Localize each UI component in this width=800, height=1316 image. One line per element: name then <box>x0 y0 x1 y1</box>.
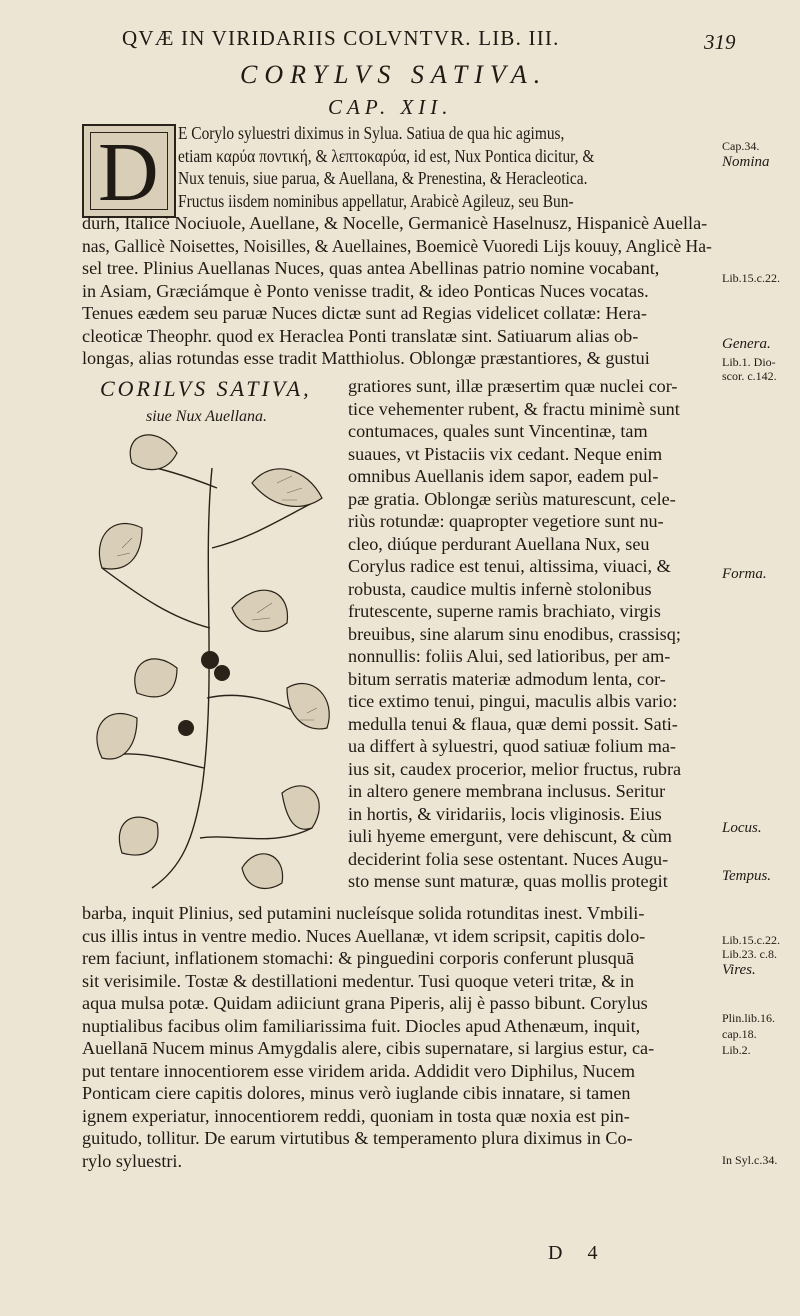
text-line: rylo syluestri. <box>82 1150 183 1171</box>
margin-note-lib1-dio: Lib.1. Dio- <box>722 355 776 369</box>
figure-subcaption: siue Nux Auellana. <box>146 408 268 425</box>
text-line: gratiores sunt, illæ præsertim quæ nuclei cor- <box>348 376 678 396</box>
text-line: longas, alias rotundas esse tradit Matthiolus. Oblongæ præstantiores, & gustui <box>82 348 650 368</box>
margin-note-lib2: Lib.2. <box>722 1043 751 1057</box>
margin-note-lib23-c8: Lib.23. c.8. <box>722 947 777 961</box>
text-line: omnibus Auellanis idem sapor, eadem pul- <box>348 466 659 486</box>
running-title: QVÆ IN VIRIDARIIS COLVNTVR. LIB. III. <box>122 26 560 50</box>
text-line: tice vehementer rubent, & fractu minimè sunt <box>348 398 680 419</box>
text-line: pæ gratia. Oblongæ seriùs maturescunt, cele- <box>348 488 676 509</box>
text-line: nonnullis: foliis Alui, sed latioribus, per am- <box>348 646 671 666</box>
text-line: in altero genere membrana inclusus. Seritur <box>348 781 666 801</box>
margin-note-genera: Genera. <box>722 336 771 352</box>
initial-letter: D <box>98 126 159 219</box>
text-line: E Corylo syluestri diximus in Sylua. Satiua de qua hic agimus, <box>178 123 565 143</box>
text-line: Auellanā Nucem minus Amygdalis alere, cibis supernatare, si largius estur, ca- <box>82 1038 655 1058</box>
text-line: Tenues eædem seu paruæ Nuces dictæ sunt ad Regias videlicet collatæ: Hera- <box>82 303 647 323</box>
text-line: put tentare innocentiorem esse viridem arida. Addidit vero Diphilus, Nucem <box>82 1060 636 1081</box>
text-line: guitudo, tollitur. De earum virtutibus & temperamento plura diximus in Co- <box>82 1128 633 1148</box>
text-line: medulla tenui & flaua, quæ demi possit. Sati- <box>348 713 678 734</box>
signature-mark: D 4 <box>548 1242 608 1264</box>
text-line: durh, Italicè Nociuole, Auellane, & Nocelle, Germanicè Haselnusz, Hispanicè Auella- <box>82 213 708 233</box>
text-line: deciderint folia sese ostentant. Nuces Augu- <box>348 848 669 869</box>
margin-note-nomina: Nomina <box>722 154 770 170</box>
text-line: nuptialibus facibus olim familiarissima fuit. Diocles apud Athenæum, inquit, <box>82 1015 641 1036</box>
text-line: nas, Gallicè Noisettes, Noisilles, & Auellaines, Boemicè Vuoredi Lijs kouuy, Anglicè Ha- <box>82 235 712 256</box>
text-line: cleo, diúque perdurant Auellana Nux, seu <box>348 533 650 554</box>
text-line: sel tree. Plinius Auellanas Nuces, quas antea Abellinas patrio nomine vocabant, <box>82 258 660 278</box>
margin-note-in-syl-c34: In Syl.c.34. <box>722 1153 778 1167</box>
text-line: aqua mulsa potæ. Quidam adiiciunt grana Piperis, alij è passo bibunt. Corylus <box>82 993 648 1013</box>
text-line: rem faciunt, inflationem stomachi: & pinguedini corporis conferunt plusquā <box>82 948 635 968</box>
text-line: in Asiam, Græciámque è Ponto venisse tradit, & ideo Ponticas Nuces vocatas. <box>82 280 649 301</box>
text-line: ignem experiatur, innocentiorem reddi, quoniam in tosta quæ noxia est pin- <box>82 1105 630 1126</box>
text-line: frutescente, superne ramis brachiato, virgis <box>348 601 661 621</box>
margin-note-plin-lib16: Plin.lib.16. <box>722 1011 776 1025</box>
margin-note-scor142: scor. c.142. <box>722 369 777 383</box>
figure-caption: CORILVS SATIVA, <box>100 376 312 401</box>
text-line: ius sit, caudex procerior, melior fructus, rubra <box>348 758 682 779</box>
text-line: tice extimo tenui, pingui, maculis albis vario: <box>348 691 678 711</box>
margin-note-tempus: Tempus. <box>722 868 772 884</box>
chapter-number: CAP. XII. <box>328 95 453 119</box>
text-line: riùs rotundæ: quapropter vegetiore sunt nu- <box>348 511 664 531</box>
margin-note-forma: Forma. <box>722 566 767 582</box>
text-line: cleoticæ Theophr. quod ex Heraclea Ponti translatæ sint. Satiuarum alias ob- <box>82 325 639 346</box>
margin-note-locus: Locus. <box>722 820 762 836</box>
decorated-initial <box>82 124 176 218</box>
text-line: in hortis, & viridariis, locis vliginosis. Eius <box>348 803 662 824</box>
chapter-title: CORYLVS SATIVA. <box>240 60 548 89</box>
text-line: Ponticam ciere capitis dolores, minus verò iuglande cibis innatare, si tamen <box>82 1083 631 1103</box>
text-line: Fructus iisdem nominibus appellatur, Arabicè Agileuz, seu Bun- <box>178 190 574 211</box>
text-line: Corylus radice est tenui, altissima, viuaci, & <box>348 556 671 576</box>
margin-note-lib15-c22b: Lib.15.c.22. <box>722 933 780 947</box>
text-line: bitum serratis materiæ admodum lenta, cor- <box>348 668 666 689</box>
text-line: sto mense sunt maturæ, quas mollis protegit <box>348 871 668 891</box>
text-line: etiam καρύα ποντική, & λεπτοκαρύα, id est, Nux Pontica dicitur, & <box>178 145 595 166</box>
text-line: Nux tenuis, siue parua, & Auellana, & Prenestina, & Heracleotica. <box>178 168 588 188</box>
text-line: suaues, vt Pistaciis vix cedant. Neque enim <box>348 443 663 464</box>
text-line: ua differt à syluestri, quod satiuæ folium ma- <box>348 736 676 756</box>
page-number: 319 <box>704 30 736 54</box>
text-line: cus illis intus in ventre medio. Nuces Auellanæ, vt idem scripsit, capitis dolo- <box>82 925 646 946</box>
text-line: iuli hyeme emergunt, vere dehiscunt, & cùm <box>348 826 672 846</box>
text-line: robusta, caudice multis infernè stolonibus <box>348 578 652 599</box>
margin-note-cap18: cap.18. <box>722 1027 757 1041</box>
hazel-woodcut-illustration <box>82 428 344 898</box>
margin-note-cap34: Cap.34. <box>722 139 760 153</box>
margin-note-lib15-c22: Lib.15.c.22. <box>722 271 780 285</box>
text-line: contumaces, quales sunt Vincentinæ, tam <box>348 421 648 441</box>
text-line: sit verisimile. Tostæ & destillationi medentur. Tusi quoque veteri tritæ, & in <box>82 970 635 991</box>
text-line: barba, inquit Plinius, sed putamini nucleísque solida rotunditas inest. Vmbili- <box>82 903 645 923</box>
margin-note-vires: Vires. <box>722 962 756 978</box>
text-line: breuibus, sine alarum sinu enodibus, crassisq; <box>348 623 681 644</box>
